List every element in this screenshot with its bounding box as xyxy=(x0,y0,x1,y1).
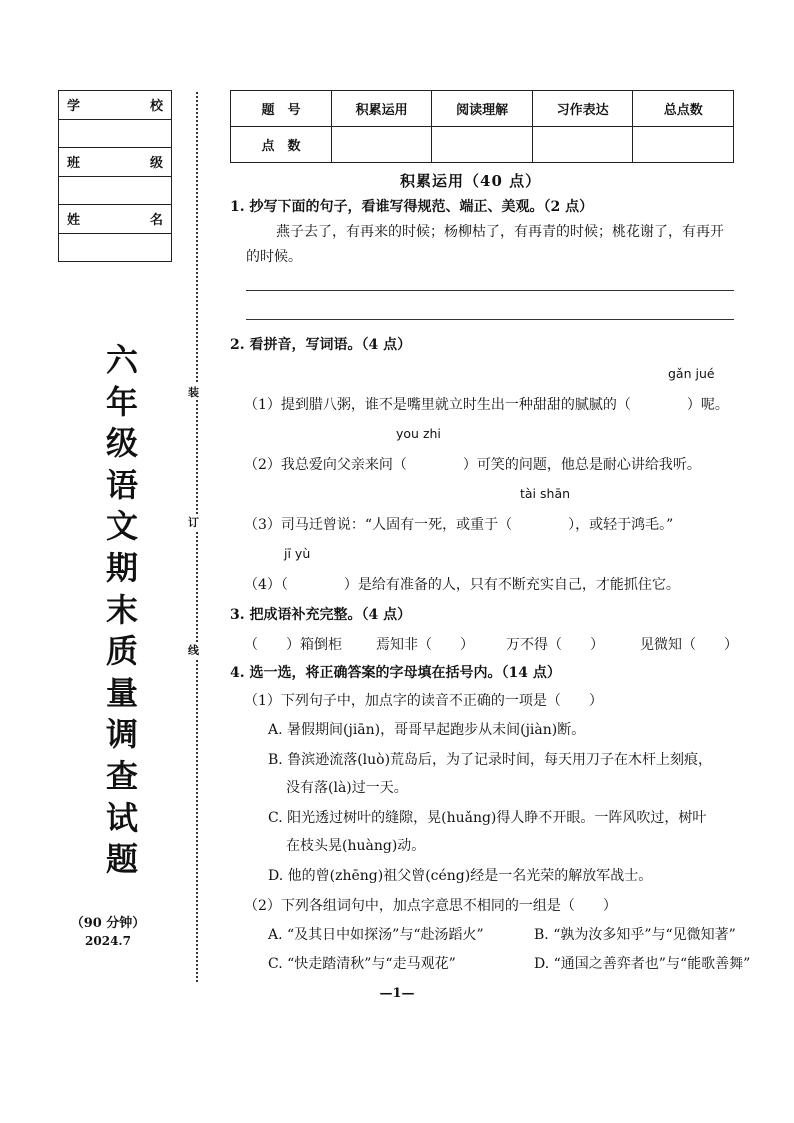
name-label: 姓 名 xyxy=(59,205,172,234)
school-field[interactable] xyxy=(59,119,172,148)
score-cell-accumulation[interactable] xyxy=(331,127,432,163)
class-label: 班 级 xyxy=(59,148,172,177)
q1-text-line2: 的时候。 xyxy=(246,249,302,265)
q4-sub1-stem: （1）下列句子中，加点字的读音不正确的一项是（ ） xyxy=(244,693,603,709)
q4-sub1-option-a: A. 暑假期间(jiān)，哥哥早起跑步从未间(jiàn)断。 xyxy=(268,722,586,738)
binding-mark-zhuang: 装 xyxy=(188,386,199,399)
score-cell-writing[interactable] xyxy=(532,127,633,163)
q2-item2: （2）我总爱向父亲来问（ ）可笑的问题，他总是耐心讲给我听。 xyxy=(244,457,701,473)
q2-item3: （3）司马迁曾说：“人固有一死，或重于（ ），或轻于鸿毛。” xyxy=(244,517,674,533)
q3-idiom-4: 见微知（ ） xyxy=(640,637,738,653)
exam-title: 六 年 级 语 文 期 末 质 量 调 查 试 题 xyxy=(105,341,138,879)
score-header-question-no: 题 号 xyxy=(231,91,332,127)
q1-text-line1: 燕子去了，有再来的时候；杨柳枯了，有再青的时候；桃花谢了，有再开 xyxy=(276,224,724,240)
q4-sub1-option-c-line2: 在枝头晃(huàng)动。 xyxy=(286,838,426,854)
student-info-table xyxy=(58,90,172,262)
q4-sub2-stem: （2）下列各组词句中，加点字意思不相同的一组是（ ） xyxy=(244,898,617,914)
q3-stem: 3. 把成语补充完整。（4 点） xyxy=(230,607,412,623)
q2-item2-pinyin: you zhi xyxy=(396,426,441,441)
score-table xyxy=(230,90,734,163)
q2-item1-pinyin: gǎn jué xyxy=(668,366,715,381)
q3-idiom-1: （ ）箱倒柜 xyxy=(244,637,342,653)
q1-answer-line-1[interactable] xyxy=(246,290,734,291)
score-cell-reading[interactable] xyxy=(432,127,533,163)
binding-mark-ding: 订 xyxy=(188,516,199,529)
binding-mark-xian: 线 xyxy=(188,644,199,657)
q2-item1: （1）提到腊八粥，谁不是嘴里就立时生出一种甜甜的腻腻的（ ）呢。 xyxy=(244,397,729,413)
q4-sub2-option-c: C. “快走踏清秋”与“走马观花” xyxy=(268,956,456,972)
score-header-writing: 习作表达 xyxy=(532,91,633,127)
q4-sub2-option-a: A. “及其日中如探汤”与“赴汤蹈火” xyxy=(268,927,484,943)
q2-stem: 2. 看拼音，写词语。（4 点） xyxy=(230,337,412,353)
q1-stem: 1. 抄写下面的句子，看谁写得规范、端正、美观。（2 点） xyxy=(230,199,594,215)
q3-idiom-3: 万不得（ ） xyxy=(506,637,604,653)
q4-sub1-option-c-line1: C. 阳光透过树叶的缝隙，晃(huǎng)得人睁不开眼。一阵风吹过，树叶 xyxy=(268,810,707,826)
q4-sub1-option-d: D. 他的曾(zhēng)祖父曾(céng)经是一名光荣的解放军战士。 xyxy=(268,868,653,884)
score-row-label: 点 数 xyxy=(231,127,332,163)
q2-item3-pinyin: tài shān xyxy=(520,486,571,501)
exam-duration: （90 分钟） xyxy=(70,916,146,931)
q2-item4: （4）（ ）是给有准备的人，只有不断充实自己，才能抓住它。 xyxy=(244,577,680,593)
q1-answer-line-2[interactable] xyxy=(246,319,734,320)
class-field[interactable] xyxy=(59,176,172,205)
q3-idiom-2: 焉知非（ ） xyxy=(376,637,474,653)
score-header-total: 总点数 xyxy=(633,91,734,127)
school-label: 学 校 xyxy=(59,91,172,120)
name-field[interactable] xyxy=(59,233,172,262)
exam-date: 2024.7 xyxy=(85,934,131,948)
score-cell-total[interactable] xyxy=(633,127,734,163)
q4-sub1-option-b-line1: B. 鲁滨逊流落(luò)荒岛后，为了记录时间，每天用刀子在木杆上刻痕， xyxy=(268,752,713,768)
q2-item4-pinyin: jī yù xyxy=(284,546,311,561)
q4-sub2-option-d: D. “通国之善弈者也”与“能歌善舞” xyxy=(534,956,751,972)
q4-stem: 4. 选一选，将正确答案的字母填在括号内。（14 点） xyxy=(230,665,561,681)
section-title: 积累运用（40 点） xyxy=(400,172,542,190)
q4-sub1-option-b-line2: 没有落(là)过一天。 xyxy=(286,780,408,796)
binding-line xyxy=(196,92,198,982)
score-header-accumulation: 积累运用 xyxy=(331,91,432,127)
q4-sub2-option-b: B. “孰为汝多知乎”与“见微知著” xyxy=(534,927,736,943)
page-number: —1— xyxy=(379,986,415,1001)
score-header-reading: 阅读理解 xyxy=(432,91,533,127)
